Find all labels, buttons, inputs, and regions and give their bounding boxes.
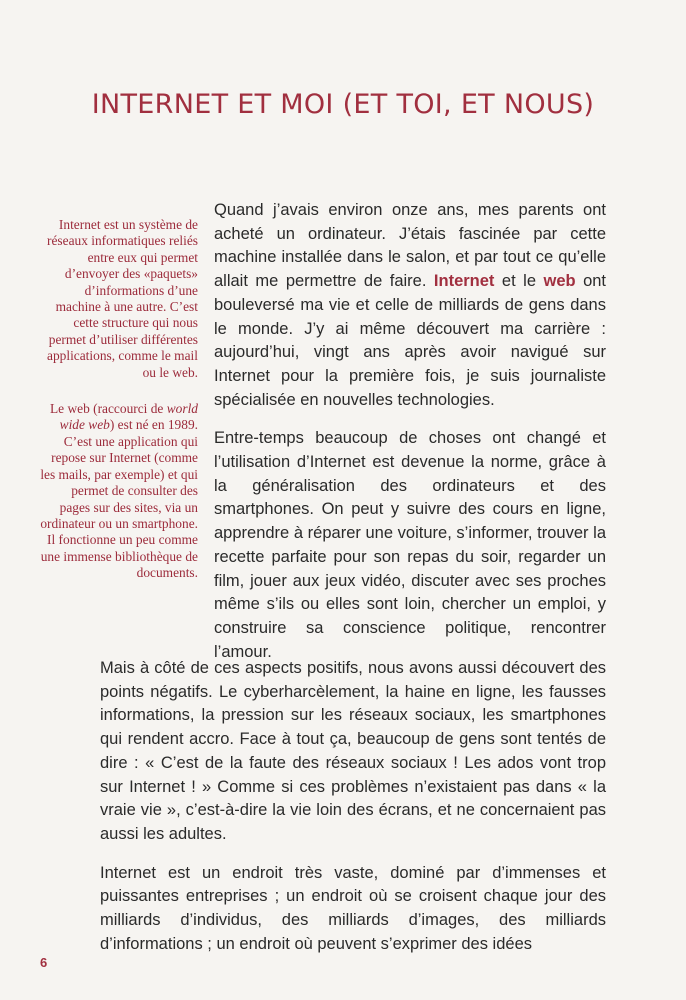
paragraph-2: Entre-temps beaucoup de choses ont changé et l’utilisation d’Internet est devenue la norme, grâce à la généralisation des ordinateurs et des smartphones. On peut y suivre des cours en ligne, apprendre à réparer une voiture, s’informer, trouver la recette parfaite pour son repas du soir, regarder un film, jouer aux jeux vidéo, discuter avec ses proches même s’ils ou elles sont loin, chercher un emploi, y construire sa conscience politique, rencontrer l’amour. [214, 429, 606, 661]
margin-note-web-text: ) est né en 1989. C’est une application qui repose sur Internet (comme les mails, par exemple) et qui permet de consulter des pages sur des sites, via un ordinateur ou un smartphone. Il fonctionne un peu comme une immense bibliothèque de documents. [40, 417, 198, 581]
keyword-internet: Internet [433, 272, 495, 291]
margin-note-web-term: world wide web [59, 401, 198, 433]
page-title: INTERNET ET MOI (ET TOI, ET NOUS) [91, 89, 595, 120]
paragraph-1 [214, 199, 606, 412]
margin-note-web [40, 401, 198, 581]
margin-note-web-intro: Le web (raccourci de [50, 401, 167, 417]
paragraph-1-part-c: ont bouleversé ma vie et celle de milliards de gens dans le monde. J’y ai même découvert ma carrière : aujourd’hui, vingt ans après avoir navigué sur Internet pour la première fois, je suis journaliste spécialisée en nouvelles technologies. [214, 272, 607, 409]
paragraph-4: Internet est un endroit très vaste, dominé par d’immenses et puissantes entreprises ; un endroit où se croisent chaque jour des milliards d’individus, des milliards d’images, des milliards d’informations ; un endroit où peuvent s’exprimer des idées [100, 863, 606, 953]
margin-note-internet: Internet est un système de réseaux informatiques reliés entre eux qui permet d’envoyer des «paquets» d’informations d’une machine à une autre. C’est cette structure qui nous permet d’utiliser différentes applications, comme le mail ou le web. [47, 217, 198, 380]
margin-notes [40, 217, 198, 602]
paragraph-1-part-a: Quand j’avais environ onze ans, mes parents ont acheté un ordinateur. J’étais fascinée par cette machine installée dans le salon, et par tout ce qu’elle allait me permettre de faire. [214, 201, 606, 291]
paragraph-1-part-b: et le [494, 272, 544, 291]
paragraph-3: Mais à côté de ces aspects positifs, nous avons aussi découvert des points négatifs. Le cyberharcèlement, la haine en ligne, les fausses informations, la pression sur les réseaux sociaux, les smartphones qui rendent accro. Face à tout ça, beaucoup de gens sont tentés de dire : « C’est de la faute des réseaux sociaux ! Les ados vont trop sur Internet ! » Comme si ces problèmes n’existaient pas dans « la vraie vie », c’est-à-dire la vie loin des écrans, et ne concernaient pas aussi les adultes. [100, 659, 606, 843]
main-column [214, 199, 606, 679]
wide-column [100, 657, 606, 971]
keyword-web: web [543, 272, 576, 291]
page-number: 6 [40, 955, 48, 970]
